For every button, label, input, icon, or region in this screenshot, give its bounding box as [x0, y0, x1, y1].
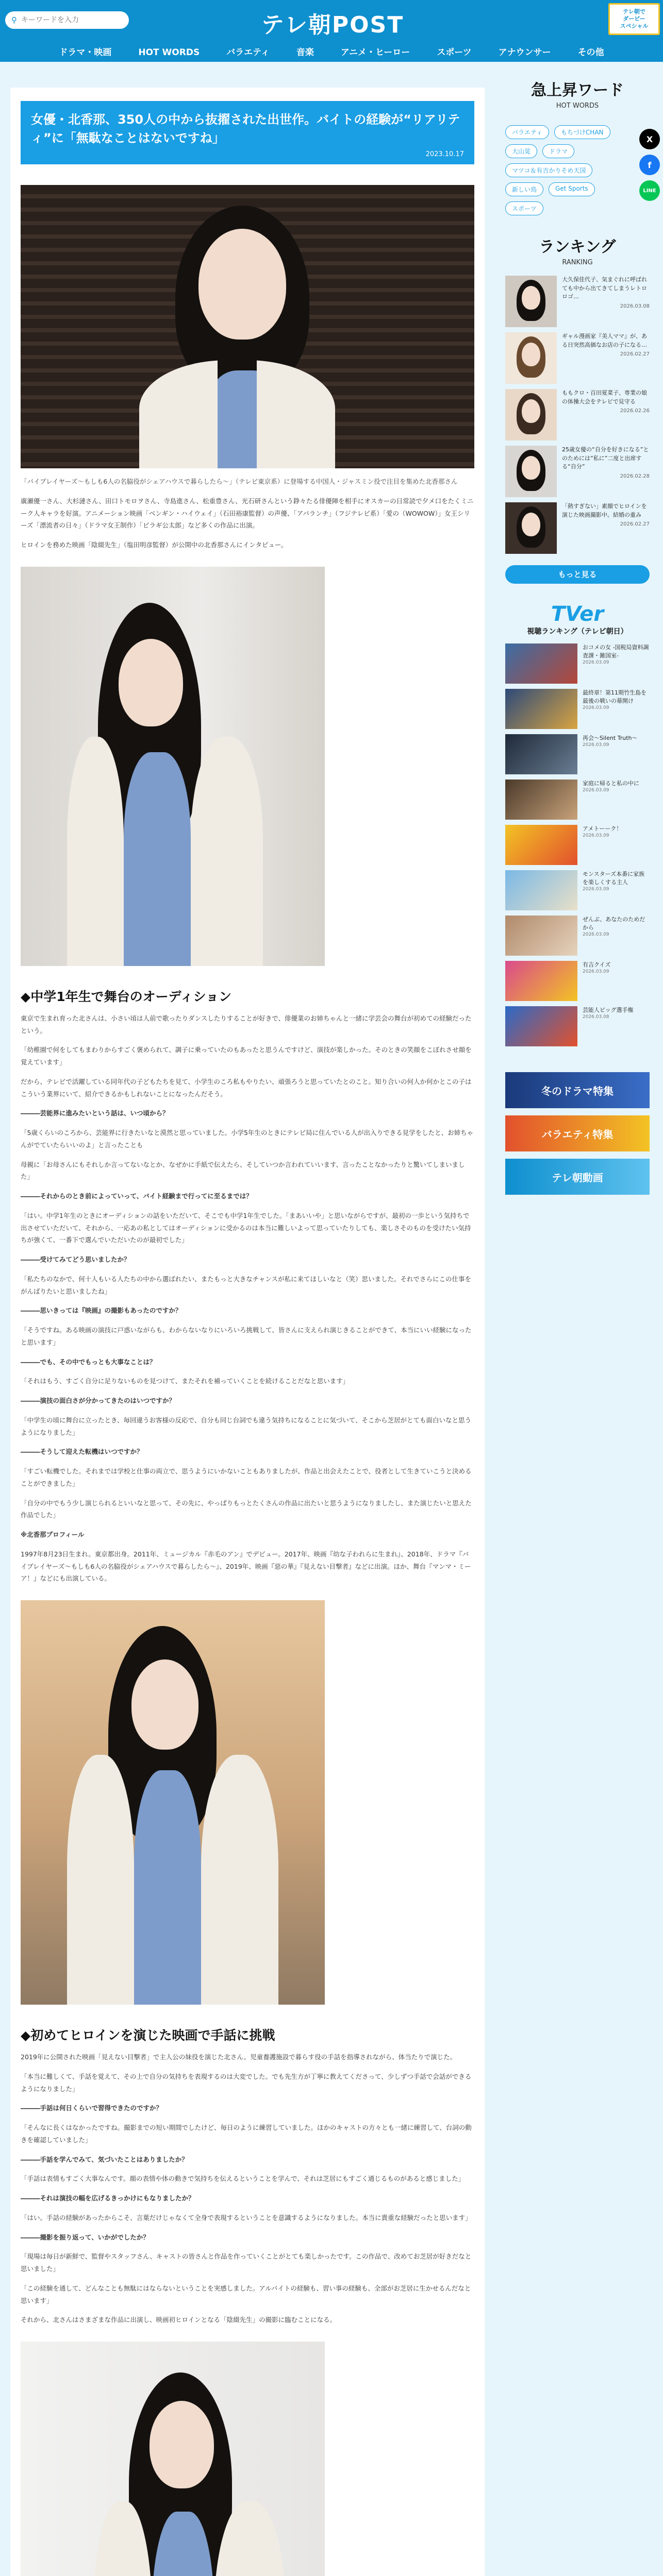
paragraph: ヒロインを務めた映画「陰綴先生」（塩田明彦監督）が公開中の北香那さんにインタビュー。 — [21, 541, 288, 549]
paragraph: 「中学生の頃に舞台に立ったとき、毎回違うお客様の反応で、自分も同じ台詞でも違う気持ちになることに気づいて、そこから芝居がとても面白いなと思うようになりました」 — [21, 1416, 472, 1436]
paragraph: 「はい。手話の経験があったからこそ、言葉だけじゃなくて全身で表現するということを意識するようになりました。本当に貴重な経験だったと思います」 — [21, 2213, 472, 2222]
ranking-text: 「熱すぎない」素顔でヒロインを演じた映画撮影中。結婚の重み — [562, 503, 647, 518]
tver-title: 再会〜Silent Truth〜 — [583, 735, 638, 741]
paragraph: 「幼稚園で何をしてもまわりからすごく褒められて、調子に乗っていたのもあったと思うんですけど、演技が楽しかった。そのときの笑顔をこぼれさせ顔を覚えています」 — [21, 1046, 472, 1066]
site-logo[interactable]: テレ朝POST — [261, 12, 404, 38]
paragraph: 母親に「お母さんにもそれしか言ってないなとか、なぜかに手紙で伝えたら、そしていつか言われていいます、言ったことなかったりと驚いてしまいました」 — [21, 1160, 465, 1181]
ranking-title: ランキング — [539, 238, 616, 256]
ranking-subtitle: RANKING — [562, 259, 593, 266]
tver-date: 2026.03.09 — [583, 931, 609, 937]
paragraph: それから、北さんはさまざまな作品に出演し、映画初ヒロインとなる「陰綴先生」の撮影に臨むことになる。 — [21, 2316, 337, 2324]
ranking-item[interactable] — [495, 389, 660, 446]
trend-tag[interactable]: バラエティ — [505, 125, 549, 139]
tver-date: 2026.03.09 — [583, 705, 609, 710]
ranking-date: 2026.02.26 — [620, 408, 650, 414]
tver-thumbnail — [505, 916, 577, 956]
interview-question: ―――手話は何日くらいで習得できたのですか？ — [21, 2104, 163, 2112]
portrait-photo — [21, 1600, 325, 2005]
tver-item[interactable] — [495, 643, 660, 689]
site-header — [0, 0, 663, 62]
paragraph: 「はい。中学1年生のときにオーディションの話をいただいて、そこでも中学1年生でした。「まあいいや」と思いながらですが、最初の一歩という気持ちで出させていただいて、それから、一応あの私としてはオーディションに受かるのは本当に難しいよって思っていたりしても、楽しさそのものを受けたい気持ちが強くて、一番下で選んでいただいたのが最初でした」 — [21, 1211, 471, 1244]
tver-item[interactable] — [495, 961, 660, 1006]
nav-item-hot-words[interactable]: HOT WORDS — [138, 47, 200, 58]
ranking-text: 大久保佳代子、気まぐれに呼ばれても中から出てきてしまうレトロロゴ… — [562, 276, 647, 300]
tver-thumbnail — [505, 643, 577, 684]
nav-item-anime[interactable]: アニメ・ヒーロー — [340, 47, 410, 58]
trend-subtitle: HOT WORDS — [556, 102, 599, 110]
portrait-photo — [21, 2342, 325, 2576]
ranking-thumbnail — [505, 389, 557, 440]
tver-date: 2026.03.08 — [583, 1014, 609, 1020]
interview-question: ―――それからのとき前によっていって、バイト経験まで行ってに至るまでは？ — [21, 1192, 253, 1200]
section-heading: ◆中学1年生で舞台のオーディション — [21, 989, 232, 1004]
paragraph: 「現場は毎日が新鮮で、監督やスタッフさん、キャストの皆さんと作品を作っていくことがとても楽しかったです。この作品で、改めてお芝居が好きだなと思いました」 — [21, 2252, 472, 2273]
tver-date: 2026.03.09 — [583, 742, 609, 748]
portrait-photo — [21, 567, 325, 966]
tver-title: 家庭に帰ると私の中に — [583, 780, 639, 787]
ranking-date: 2026.03.08 — [620, 303, 650, 309]
tver-list — [495, 643, 660, 1052]
tver-logo[interactable]: TVer — [551, 602, 604, 626]
trend-tag[interactable]: マツコ＆有吉かりそめ天国 — [505, 163, 592, 177]
nav-item-music[interactable]: 音楽 — [296, 47, 314, 58]
nav-item-drama[interactable]: ドラマ・映画 — [59, 47, 112, 58]
paragraph: 廣瀬優一さん、大杉漣さん、田口トモロヲさん、寺島進さん、松重豊さん、光石研さんという錚々たる俳優陣を相手にオスカーの日常読で夕メ口をたくミニーク人キャラを好演。アニメーション映画「ベンギン・ハイウェイ」（石田裕康監督）の声優、「アバランチ」（フジテレビ系）「愛の（WOWOW）」女王シリーズ「漂流者の日々」（ドラマ女王制作）「ビラギ公太郎」など多くの作品に出演。 — [21, 497, 474, 530]
ranking-text: ギャル漫画家『美人ママ』が、ある日突然高価なお店の子になる… — [562, 333, 647, 348]
ranking-item[interactable] — [495, 332, 660, 389]
ranking-thumbnail — [505, 276, 557, 327]
paragraph: 「そんなに長くはなかったですね。撮影までの短い期間でしたけど、毎日のように練習していました。ほかのキャストの方々とも一緒に練習して、台詞の動きを確認していました」 — [21, 2124, 472, 2144]
tver-title: 芸能人ビッグ選手権 — [583, 1007, 634, 1013]
tver-date: 2026.03.09 — [583, 833, 609, 838]
interview-question: ―――それは演技の幅を広げるきっかけにもなりましたか？ — [21, 2194, 195, 2202]
article-date: 2023.10.17 — [425, 150, 464, 158]
trend-tag[interactable]: 大山晃 — [505, 144, 537, 158]
winter-drama-banner[interactable]: 冬のドラマ特集 — [505, 1072, 650, 1108]
trend-tag[interactable]: スポーツ — [505, 201, 543, 215]
search-icon: ⚲ — [11, 15, 17, 25]
tver-date: 2026.03.09 — [583, 969, 609, 974]
tv-asahi-video-banner[interactable]: テレ朝動画 — [505, 1159, 650, 1195]
header-banner-line: ダービー — [623, 15, 645, 22]
tver-title: 有吉クイズ — [583, 961, 611, 968]
tver-thumbnail — [505, 870, 577, 910]
paragraph: 「この経験を通して、どんなことも無駄にはならないということを実感しました。アルバイトの経験も、習い事の経験も、全部がお芝居に生かせるんだなと思います」 — [21, 2284, 471, 2304]
trend-title: 急上昇ワード — [531, 81, 624, 99]
paragraph: 「5歳くらいのころから、芸能界に行きたいなと漠然と思っていました。小学5年生のときにテレビ局に住んでいる人が出入りできる見学をしたと、お姉ちゃんがでていたらいいのよ」と言ったことも — [21, 1129, 474, 1149]
tver-date: 2026.03.09 — [583, 659, 609, 665]
ranking-item[interactable] — [495, 502, 660, 559]
article-title: 女優・北香那、350人の中から抜擢された出世作。バイトの経験が“リアリティ”に「無駄なことはないですね」 — [31, 112, 460, 145]
nav-item-variety[interactable]: バラエティ — [226, 47, 270, 58]
profile-heading: ※北香那プロフィール — [21, 1531, 85, 1538]
ranking-thumbnail — [505, 446, 557, 497]
ranking-date: 2026.02.27 — [620, 521, 650, 527]
tver-title: アメトーーク！ — [583, 825, 622, 832]
tver-item[interactable] — [495, 870, 660, 916]
tver-thumbnail — [505, 734, 577, 774]
tver-item[interactable] — [495, 1006, 660, 1052]
facebook-share-icon[interactable]: f — [639, 155, 660, 175]
tver-item[interactable] — [495, 916, 660, 961]
trend-tags — [505, 125, 629, 215]
tver-thumbnail — [505, 779, 577, 820]
interview-question: ―――思いきっては『映画』の撮影もあったのですか？ — [21, 1307, 182, 1315]
line-share-icon[interactable]: LINE — [639, 180, 660, 201]
article-title-box — [21, 101, 474, 164]
nav-item-other[interactable]: その他 — [577, 47, 604, 58]
nav-item-sports[interactable]: スポーツ — [437, 47, 472, 58]
x-share-icon[interactable]: X — [639, 129, 660, 149]
tver-thumbnail — [505, 689, 577, 729]
interview-question: ―――撮影を振り返って、いかがでしたか？ — [21, 2233, 150, 2241]
paragraph: 東京で生まれ育った北さんは、小さい頃は人前で歌ったりダンスしたりすることが好きで、俳優業のお姉ちゃんと一緒に学芸会の舞台が初めての経験だったという。 — [21, 1014, 472, 1035]
interview-question: ―――受けてみてどう思いましたか？ — [21, 1256, 130, 1263]
search-box[interactable] — [5, 11, 129, 29]
paragraph: 「そうですね。ある映画の演技に戸惑いながらも、わからないなりにいろいろ挑戦して、皆さんに支えられ演じきることができて、本当にいい経験になったと思います」 — [21, 1326, 472, 1346]
paragraph: 「すごい転機でした。それまでは学校と仕事の両立で、思うようにいかないこともありましたが、作品と出会えたことで、役者として生きていこうと決めることができました」 — [21, 1467, 472, 1487]
tver-title: ぜんぶ、あなたのためだから — [583, 916, 645, 931]
tver-thumbnail — [505, 1006, 577, 1046]
trend-tag[interactable]: Get Sports — [549, 182, 595, 196]
paragraph: 2019年に公開された映画「見えない目撃者」で主人公の妹役を演じた北さん。児童養護施設で暮らす役の手話を指導されながら、体当たりで演じた。 — [21, 2053, 457, 2061]
article-main — [10, 88, 485, 2576]
paragraph: 「手話は表情もすごく大事なんです。顔の表情や体の動きで気持ちを伝えるということを学んで、それは芝居にもすごく通じるものがあると感じました」 — [21, 2175, 465, 2183]
paragraph: 「自分の中でもう少し演じられるといいなと思って、その先に、やっぱりもっとたくさんの作品に出たいと思うようになりましたし、また演じたいと思えた作品でした」 — [21, 1499, 472, 1519]
share-buttons — [639, 129, 660, 201]
tver-date: 2026.03.09 — [583, 886, 609, 892]
nav-item-announcer[interactable]: アナウンサー — [498, 47, 551, 58]
trend-tag[interactable]: 新しい鳥 — [505, 182, 543, 196]
tver-thumbnail — [505, 961, 577, 1001]
paragraph: 「私たちのなかで、何十人もいる人たちの中から選ばれたい、またもっと大きなチャンスが私に来てほしいなと（笑）思いました。それでさらにこの仕事をがんばりたいと思いましたね」 — [21, 1275, 472, 1295]
tver-item[interactable] — [495, 689, 660, 734]
profile-text: 1997年8月23日生まれ。東京都出身。2011年、ミュージカル『赤毛のアン』でデビュー。2017年、映画『幼な子われらに生まれ』、2018年、ドラマ『バイプレイヤーズ〜もしも6人の名脇役がシェアハウスで暮らしたら〜』、2019年、映画『惡の華』『見えない目撃者』などに出演。ほか、舞台『マンマ・ミーア！』などにも出演している。 — [21, 1550, 471, 1583]
tver-section — [495, 602, 660, 636]
tver-item[interactable] — [495, 779, 660, 825]
paragraph: 「本当に難しくて、手話を覚えて、その上で自分の気持ちを表現するのは大変でした。でも先生方が丁寧に教えてくださって、少しずつ手話で会話ができるようになりました」 — [21, 2072, 472, 2093]
trend-tag[interactable]: もちづけCHAN — [554, 125, 610, 139]
tver-date: 2026.03.09 — [583, 787, 609, 793]
paragraph: だから、テレビで活躍している同年代の子どもたちを見て、小学生のころ私もやりたい、頑張ろうと思っていたとのこと。知り合いの何人か何かとこの子はこういう業界にいて、紹介できるかもしれないことになったんだそう。 — [21, 1077, 472, 1098]
ranking-list — [495, 276, 660, 559]
section-heading: ◆初めてヒロインを演じた映画で手話に挑戦 — [21, 2028, 275, 2043]
interview-question: ―――そうして迎えた転機はいつですか？ — [21, 1448, 143, 1456]
ranking-thumbnail — [505, 502, 557, 554]
photo-caption: 「バイプレイヤーズ〜もしも6人の名脇役がシェアハウスで暮らしたら〜」（テレビ東京系）に登場する中国人・ジャスミン役で注目を集めた北香那さん — [21, 478, 458, 485]
tver-subtitle: 視聴ランキング（テレビ朝日） — [527, 628, 628, 636]
header-banner[interactable] — [608, 3, 660, 35]
global-nav — [0, 43, 663, 62]
ranking-date: 2026.02.28 — [620, 473, 650, 479]
sidebar — [495, 77, 660, 1195]
ranking-thumbnail — [505, 332, 557, 384]
search-input[interactable] — [21, 16, 119, 24]
tver-item[interactable] — [495, 734, 660, 779]
interview-question: ―――手話を学んでみて、気づいたことはありましたか？ — [21, 2155, 188, 2163]
hero-photo — [21, 185, 474, 468]
header-banner-line: スペシャル — [620, 23, 649, 30]
interview-question: ―――演技の面白さが分かってきたのはいつですか？ — [21, 1397, 176, 1404]
tver-item[interactable] — [495, 825, 660, 870]
ranking-date: 2026.02.27 — [620, 351, 650, 357]
variety-banner[interactable]: バラエティ特集 — [505, 1115, 650, 1151]
tver-thumbnail — [505, 825, 577, 865]
trend-tag[interactable]: ドラマ — [542, 144, 574, 158]
paragraph: 「それはもう、すごく自分に足りないものを見つけて、またそれを補っていくことを続けることだなと思います」 — [21, 1377, 350, 1385]
tver-title: モンスターズ本番に家族を楽しくする主人 — [583, 871, 645, 886]
interview-question: ―――でも、その中でもっとも大事なことは？ — [21, 1358, 156, 1366]
ranking-text: 25歳女優の“自分を好きになる”とのためには“私に”二度と出席する“自分” — [562, 446, 649, 470]
tver-title: おコメの女 -国税局資料調査課・雑国室- — [583, 644, 649, 659]
ranking-text: ももクロ・百田夏菜子、専業の娘の体操大会をテレビで見守る — [562, 389, 647, 405]
ranking-more-button[interactable]: もっと見る — [505, 565, 650, 584]
ranking-item[interactable] — [495, 276, 660, 332]
ranking-item[interactable] — [495, 446, 660, 502]
header-banner-line: テレ朝で — [623, 8, 645, 15]
interview-question: ―――芸能界に進みたいという話は、いつ頃から？ — [21, 1109, 169, 1117]
tver-title: 最終章！第11期竹生島を最後の戦いの幕開け — [583, 689, 647, 704]
